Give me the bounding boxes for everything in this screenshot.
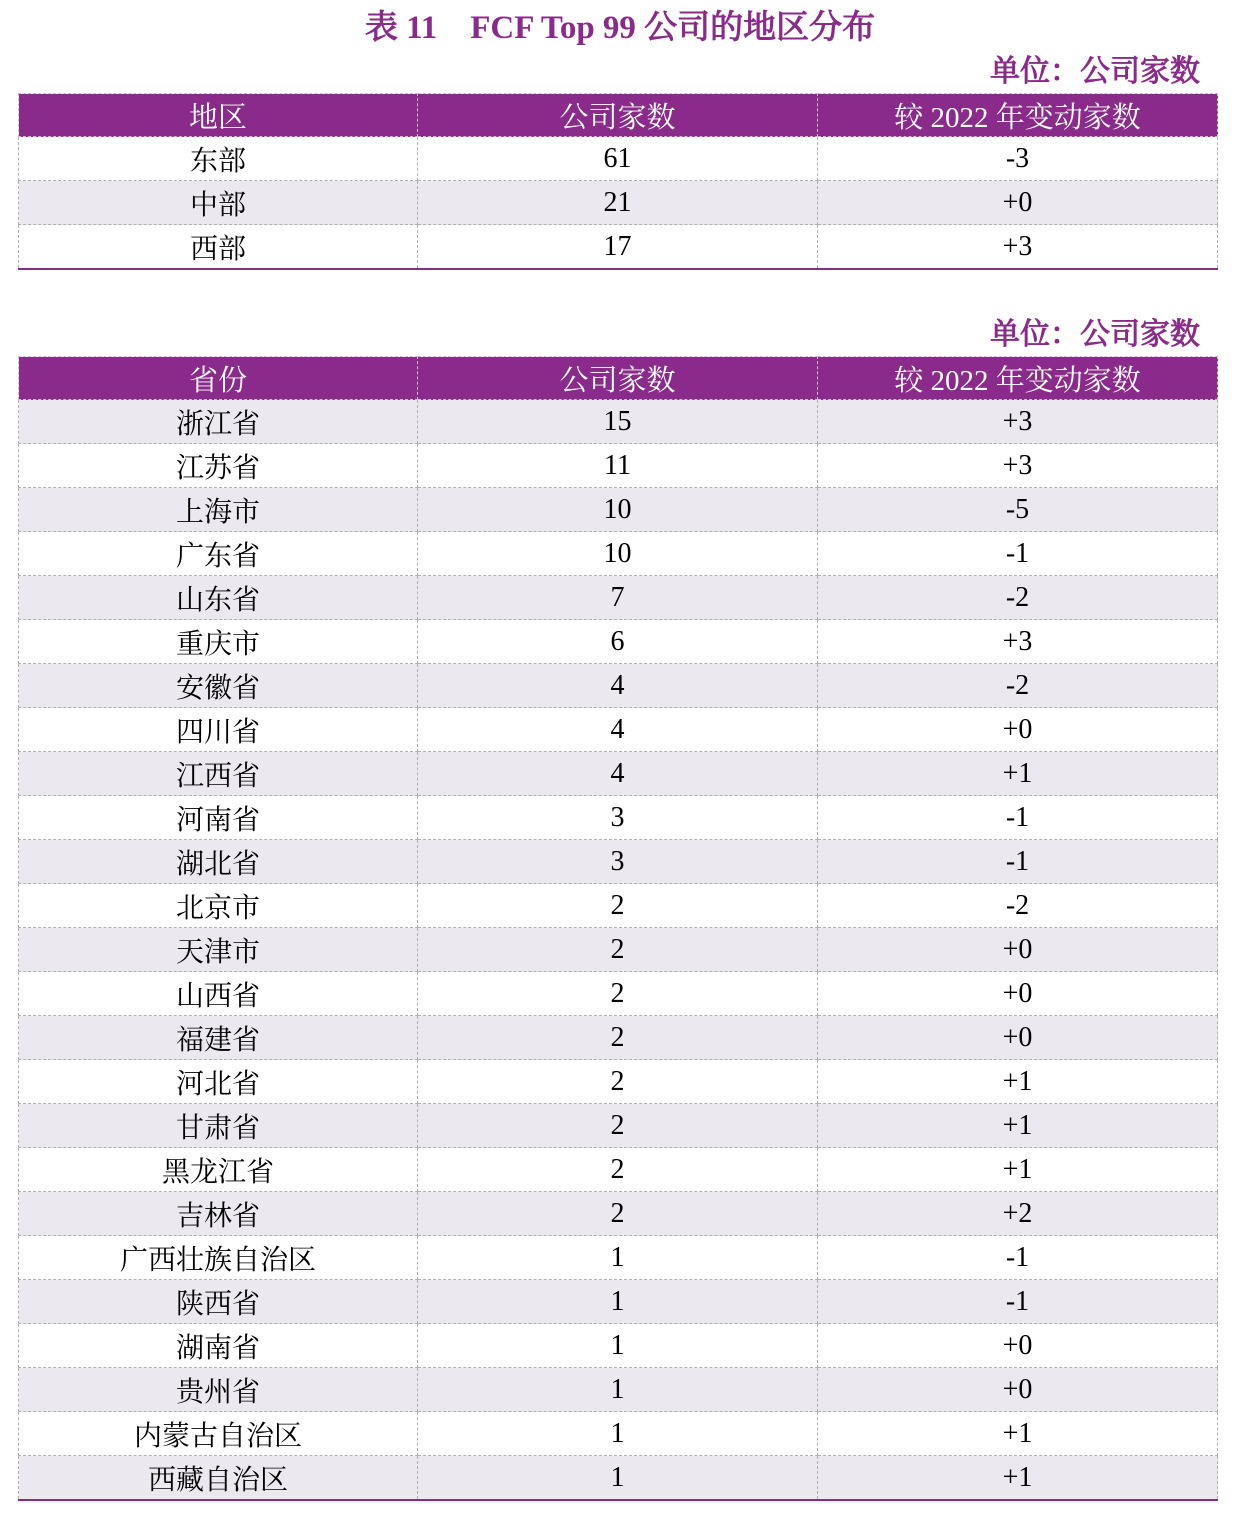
row-label: 湖北省 bbox=[19, 840, 418, 884]
company-count: 1 bbox=[418, 1324, 818, 1368]
row-label: 西藏自治区 bbox=[19, 1456, 418, 1501]
table-row bbox=[19, 444, 1218, 488]
row-label: 浙江省 bbox=[19, 400, 418, 444]
row-label: 北京市 bbox=[19, 884, 418, 928]
header-province: 省份 bbox=[19, 357, 418, 400]
table-row bbox=[19, 1412, 1218, 1456]
province-table bbox=[18, 356, 1218, 1501]
table-row bbox=[19, 137, 1218, 181]
row-label: 上海市 bbox=[19, 488, 418, 532]
change-vs-2022: +3 bbox=[818, 620, 1218, 664]
row-label: 河南省 bbox=[19, 796, 418, 840]
table-row bbox=[19, 225, 1218, 270]
table-row bbox=[19, 752, 1218, 796]
change-vs-2022: -1 bbox=[818, 1280, 1218, 1324]
row-label: 山东省 bbox=[19, 576, 418, 620]
row-label: 山西省 bbox=[19, 972, 418, 1016]
company-count: 2 bbox=[418, 1148, 818, 1192]
header-company-count: 公司家数 bbox=[418, 357, 818, 400]
row-label: 重庆市 bbox=[19, 620, 418, 664]
table-row bbox=[19, 1104, 1218, 1148]
unit-label-province: 单位：公司家数 bbox=[990, 318, 1200, 351]
change-vs-2022: +0 bbox=[818, 1324, 1218, 1368]
table-row bbox=[19, 884, 1218, 928]
company-count: 2 bbox=[418, 884, 818, 928]
change-vs-2022: -5 bbox=[818, 488, 1218, 532]
table-row bbox=[19, 1016, 1218, 1060]
change-vs-2022: +3 bbox=[818, 225, 1218, 270]
unit-label-region: 单位：公司家数 bbox=[990, 55, 1200, 88]
change-vs-2022: -3 bbox=[818, 137, 1218, 181]
company-count: 4 bbox=[418, 708, 818, 752]
company-count: 1 bbox=[418, 1368, 818, 1412]
company-count: 2 bbox=[418, 1016, 818, 1060]
row-label: 福建省 bbox=[19, 1016, 418, 1060]
row-label: 内蒙古自治区 bbox=[19, 1412, 418, 1456]
table-row bbox=[19, 1324, 1218, 1368]
change-vs-2022: -2 bbox=[818, 664, 1218, 708]
company-count: 1 bbox=[418, 1412, 818, 1456]
company-count: 1 bbox=[418, 1236, 818, 1280]
row-label: 湖南省 bbox=[19, 1324, 418, 1368]
row-label: 贵州省 bbox=[19, 1368, 418, 1412]
table-row bbox=[19, 576, 1218, 620]
header-change-vs-2022: 较 2022 年变动家数 bbox=[818, 357, 1218, 400]
change-vs-2022: +0 bbox=[818, 972, 1218, 1016]
change-vs-2022: +0 bbox=[818, 708, 1218, 752]
change-vs-2022: -1 bbox=[818, 1236, 1218, 1280]
change-vs-2022: +0 bbox=[818, 1016, 1218, 1060]
company-count: 15 bbox=[418, 400, 818, 444]
row-label: 甘肃省 bbox=[19, 1104, 418, 1148]
company-count: 4 bbox=[418, 752, 818, 796]
change-vs-2022: +0 bbox=[818, 928, 1218, 972]
company-count: 6 bbox=[418, 620, 818, 664]
company-count: 2 bbox=[418, 928, 818, 972]
change-vs-2022: -1 bbox=[818, 532, 1218, 576]
change-vs-2022: +1 bbox=[818, 752, 1218, 796]
table-row bbox=[19, 708, 1218, 752]
row-label: 河北省 bbox=[19, 1060, 418, 1104]
row-label: 陕西省 bbox=[19, 1280, 418, 1324]
company-count: 10 bbox=[418, 488, 818, 532]
company-count: 1 bbox=[418, 1280, 818, 1324]
table-row bbox=[19, 1368, 1218, 1412]
table-row bbox=[19, 664, 1218, 708]
table-row bbox=[19, 488, 1218, 532]
table-row bbox=[19, 840, 1218, 884]
header-change-vs-2022: 较 2022 年变动家数 bbox=[818, 94, 1218, 137]
table-title: 表 11 FCF Top 99 公司的地区分布 bbox=[364, 10, 876, 46]
table-row bbox=[19, 1456, 1218, 1501]
row-label: 广西壮族自治区 bbox=[19, 1236, 418, 1280]
table-row bbox=[19, 796, 1218, 840]
row-label: 天津市 bbox=[19, 928, 418, 972]
row-label: 广东省 bbox=[19, 532, 418, 576]
change-vs-2022: -2 bbox=[818, 884, 1218, 928]
header-company-count: 公司家数 bbox=[418, 94, 818, 137]
company-count: 1 bbox=[418, 1456, 818, 1501]
table-row bbox=[19, 1148, 1218, 1192]
company-count: 7 bbox=[418, 576, 818, 620]
row-label: 中部 bbox=[19, 181, 418, 225]
row-label: 江西省 bbox=[19, 752, 418, 796]
table-row bbox=[19, 532, 1218, 576]
change-vs-2022: +0 bbox=[818, 1368, 1218, 1412]
header-row bbox=[19, 357, 1218, 400]
change-vs-2022: -1 bbox=[818, 796, 1218, 840]
table-row bbox=[19, 181, 1218, 225]
change-vs-2022: +1 bbox=[818, 1148, 1218, 1192]
company-count: 2 bbox=[418, 972, 818, 1016]
row-label: 安徽省 bbox=[19, 664, 418, 708]
change-vs-2022: -1 bbox=[818, 840, 1218, 884]
table-row bbox=[19, 1236, 1218, 1280]
table-row bbox=[19, 928, 1218, 972]
company-count: 4 bbox=[418, 664, 818, 708]
company-count: 2 bbox=[418, 1192, 818, 1236]
change-vs-2022: +1 bbox=[818, 1412, 1218, 1456]
row-label: 四川省 bbox=[19, 708, 418, 752]
company-count: 3 bbox=[418, 796, 818, 840]
row-label: 黑龙江省 bbox=[19, 1148, 418, 1192]
row-label: 江苏省 bbox=[19, 444, 418, 488]
change-vs-2022: +3 bbox=[818, 400, 1218, 444]
row-label: 东部 bbox=[19, 137, 418, 181]
table-row bbox=[19, 1192, 1218, 1236]
change-vs-2022: +1 bbox=[818, 1104, 1218, 1148]
header-row bbox=[19, 94, 1218, 137]
company-count: 2 bbox=[418, 1060, 818, 1104]
row-label: 吉林省 bbox=[19, 1192, 418, 1236]
region-table bbox=[18, 93, 1218, 270]
company-count: 17 bbox=[418, 225, 818, 270]
change-vs-2022: +2 bbox=[818, 1192, 1218, 1236]
table-row bbox=[19, 1060, 1218, 1104]
header-region: 地区 bbox=[19, 94, 418, 137]
company-count: 2 bbox=[418, 1104, 818, 1148]
row-label: 西部 bbox=[19, 225, 418, 270]
change-vs-2022: +1 bbox=[818, 1456, 1218, 1501]
company-count: 11 bbox=[418, 444, 818, 488]
change-vs-2022: -2 bbox=[818, 576, 1218, 620]
company-count: 3 bbox=[418, 840, 818, 884]
table-row bbox=[19, 1280, 1218, 1324]
table-row bbox=[19, 620, 1218, 664]
change-vs-2022: +0 bbox=[818, 181, 1218, 225]
company-count: 61 bbox=[418, 137, 818, 181]
change-vs-2022: +1 bbox=[818, 1060, 1218, 1104]
change-vs-2022: +3 bbox=[818, 444, 1218, 488]
company-count: 21 bbox=[418, 181, 818, 225]
table-row bbox=[19, 972, 1218, 1016]
table-row bbox=[19, 400, 1218, 444]
company-count: 10 bbox=[418, 532, 818, 576]
